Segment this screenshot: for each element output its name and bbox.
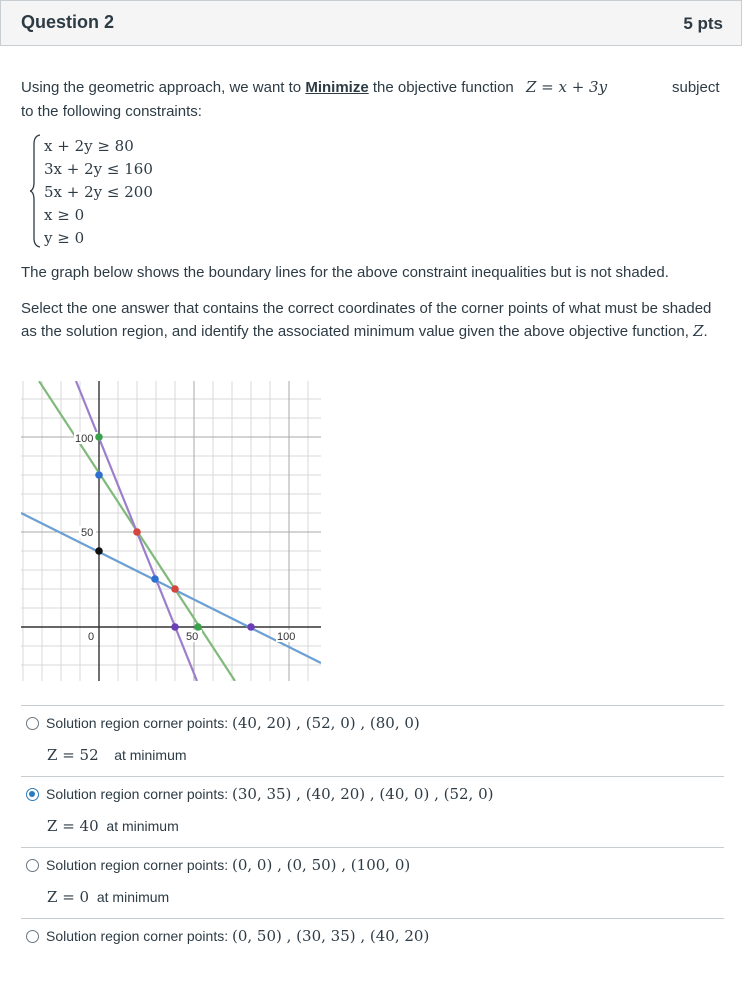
- radio-button-selected[interactable]: [26, 788, 39, 801]
- question-title: Question 2: [21, 12, 115, 32]
- constraint-3: 5x + 2y ≤ 200: [44, 183, 153, 201]
- answer-option-4[interactable]: Solution region corner points: (0, 50) , (30, 35) , (40, 20): [21, 918, 724, 989]
- question-header: [0, 0, 742, 46]
- minimize-emphasis: Minimize: [305, 79, 369, 96]
- intro-text: Using the geometric approach, we want to Minimize the objective function Z = x + 3y subject: [21, 76, 731, 99]
- objective-function: Z = x + 3y: [525, 78, 608, 96]
- tick-label-x100: 100: [277, 631, 296, 643]
- option-z-value: Z = 0: [47, 888, 90, 906]
- constraint-system: [30, 134, 230, 248]
- select-instruction: Select the one answer that contains the correct coordinates of the corner points of what must be shaded as the solution region, and identify the associated minimum value given the above objective function, Z.: [21, 300, 712, 340]
- point-blue-y-intercept: [95, 471, 103, 479]
- option-z-value: Z = 40: [47, 817, 99, 835]
- intro-subject: subject: [672, 79, 720, 96]
- graph-note: The graph below shows the boundary lines for the above constraint inequalities but is not shaded.: [21, 264, 669, 281]
- answer-options: [21, 705, 724, 989]
- point-green-y-intercept: [95, 433, 103, 441]
- point-red-lower: [171, 585, 179, 593]
- point-green-x52: [194, 623, 202, 631]
- answer-option-1[interactable]: Solution region corner points: (40, 20) , (52, 0) , (80, 0) Z = 52 at minimum: [21, 705, 724, 776]
- constraint-graph: [21, 381, 321, 681]
- option-z-value: Z = 52: [47, 746, 99, 764]
- intro-text-line2: to the following constraints:: [21, 103, 202, 120]
- answer-option-2[interactable]: Solution region corner points: (30, 35) , (40, 20) , (40, 0) , (52, 0) Z = 40 at minimum: [21, 776, 724, 847]
- option-points: (0, 50) , (30, 35) , (40, 20): [232, 927, 430, 945]
- point-purple-x80: [247, 623, 255, 631]
- constraint-4: x ≥ 0: [44, 206, 85, 224]
- option-points: (40, 20) , (52, 0) , (80, 0): [232, 714, 420, 732]
- point-blue-intersection: [151, 575, 159, 583]
- point-red-upper: [133, 528, 141, 536]
- tick-label-y50: 50: [81, 527, 94, 539]
- radio-button[interactable]: [26, 717, 39, 730]
- question-points: 5 pts: [683, 14, 723, 33]
- constraint-1: x + 2y ≥ 80: [44, 137, 134, 155]
- point-purple-x40: [171, 623, 179, 631]
- constraint-5: y ≥ 0: [44, 229, 85, 247]
- answer-option-3[interactable]: Solution region corner points: (0, 0) , (0, 50) , (100, 0) Z = 0 at minimum: [21, 847, 724, 918]
- tick-label-origin: 0: [88, 631, 95, 643]
- tick-labels: [74, 432, 300, 643]
- option-points: (30, 35) , (40, 20) , (40, 0) , (52, 0): [232, 785, 494, 803]
- option-points: (0, 0) , (0, 50) , (100, 0): [232, 856, 411, 874]
- point-black-y-intercept: [95, 547, 103, 555]
- radio-button[interactable]: [26, 859, 39, 872]
- tick-label-y100: 100: [75, 433, 94, 445]
- constraint-2: 3x + 2y ≤ 160: [44, 160, 153, 178]
- left-brace-icon: [30, 134, 42, 248]
- radio-button[interactable]: [26, 930, 39, 943]
- tick-label-x50: 50: [186, 631, 199, 643]
